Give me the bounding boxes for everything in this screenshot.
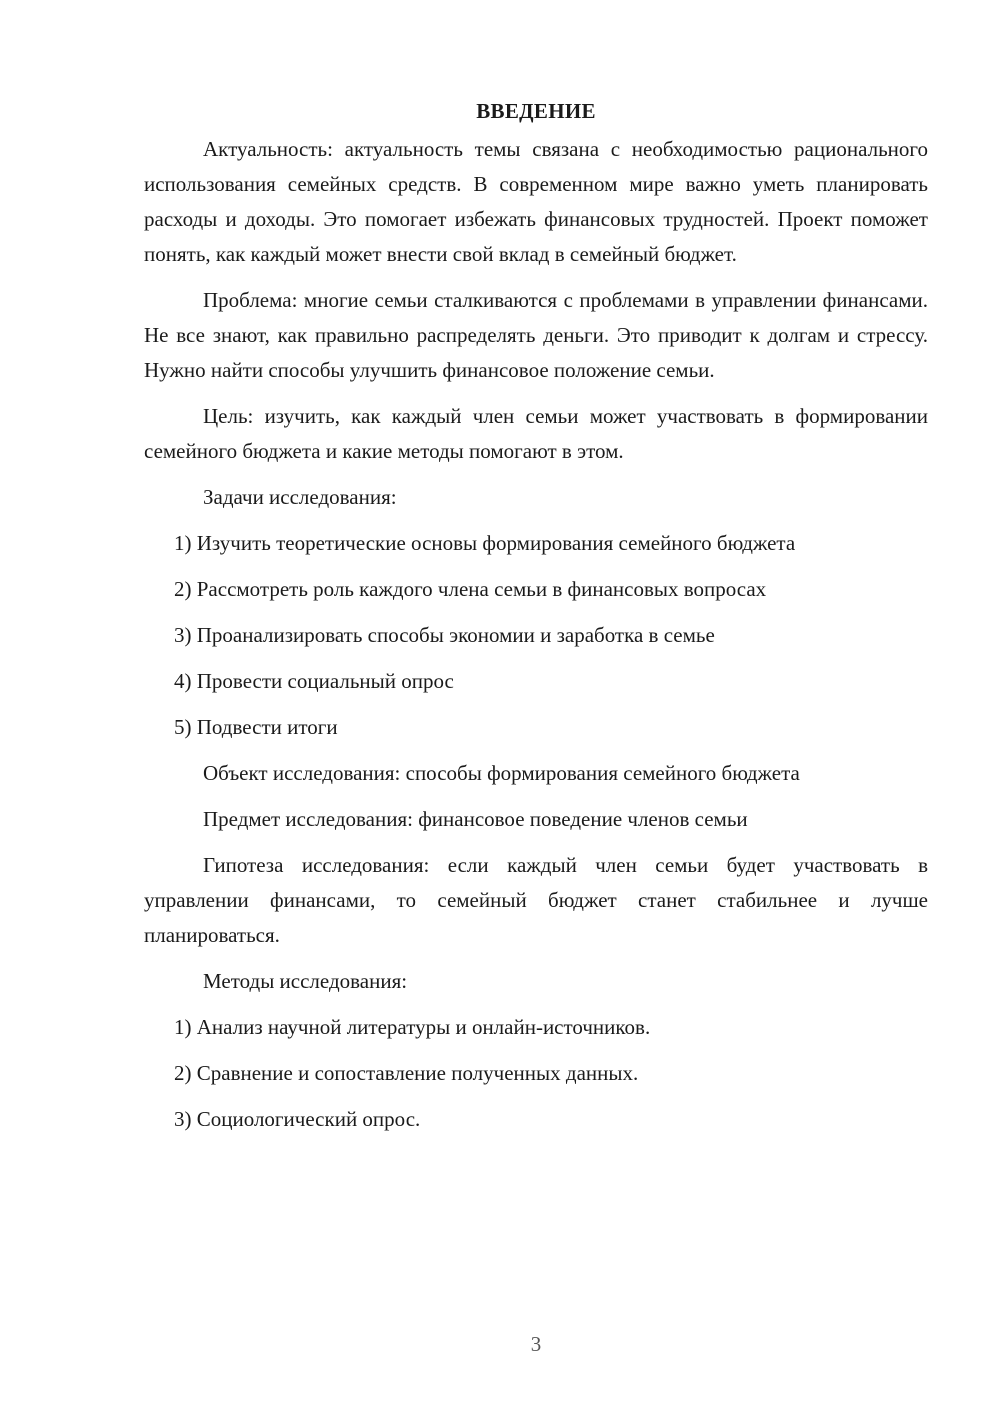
page-content xyxy=(144,96,928,1148)
task-item: 4) Провести социальный опрос xyxy=(174,669,454,693)
research-object: Объект исследования: способы формирования семейного бюджета xyxy=(203,761,800,785)
task-item: 1) Изучить теоретические основы формирования семейного бюджета xyxy=(174,531,796,555)
hypothesis-paragraph: Гипотеза исследования: если каждый член семьи будет участвовать в управлении финансами, то семейный бюджет станет стабильнее и лучше планироваться. xyxy=(144,853,928,947)
task-item: 3) Проанализировать способы экономии и заработка в семье xyxy=(174,623,715,647)
section-title: ВВЕДЕНИЕ xyxy=(476,99,596,123)
problem-paragraph: Проблема: многие семьи сталкиваются с проблемами в управлении финансами. Не все знают, как правильно распределять деньги. Это приводит к долгам и стрессу. Нужно найти способы улучшить финансовое положение семьи. xyxy=(144,288,928,382)
relevance-paragraph: Актуальность: актуальность темы связана с необходимостью рационального использования семейных средств. В современном мире важно уметь планировать расходы и доходы. Это помогает избежать финансовых трудностей. Проект поможет понять, как каждый может внести свой вклад в семейный бюджет. xyxy=(144,137,928,266)
methods-heading: Методы исследования: xyxy=(203,969,408,993)
method-item: 2) Сравнение и сопоставление полученных данных. xyxy=(174,1061,639,1085)
method-item: 3) Социологический опрос. xyxy=(174,1107,421,1131)
research-subject: Предмет исследования: финансовое поведение членов семьи xyxy=(203,807,748,831)
method-item: 1) Анализ научной литературы и онлайн-источников. xyxy=(174,1015,651,1039)
page-number: 3 xyxy=(530,1332,542,1356)
tasks-heading: Задачи исследования: xyxy=(203,485,397,509)
task-item: 2) Рассмотреть роль каждого члена семьи в финансовых вопросах xyxy=(174,577,767,601)
goal-paragraph: Цель: изучить, как каждый член семьи может участвовать в формировании семейного бюджета и какие методы помогают в этом. xyxy=(144,404,928,463)
task-item: 5) Подвести итоги xyxy=(174,715,338,739)
